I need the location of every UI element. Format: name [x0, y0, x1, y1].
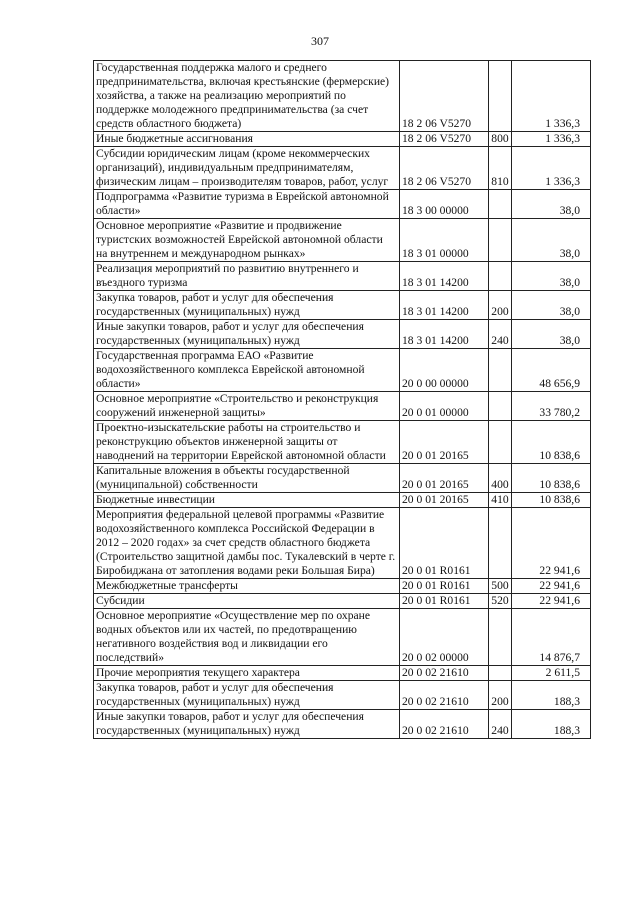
row-vr-cell: 200 — [489, 291, 512, 320]
row-code-cell: 20 0 02 21610 — [400, 681, 489, 710]
row-name-cell: Субсидии юридическим лицам (кроме некоммерческих организаций), индивидуальным предпринимателям, физическим лицам – производителям товаров, работ, услуг — [94, 147, 400, 190]
row-sum-cell: 33 780,2 — [512, 392, 591, 421]
row-sum-cell: 1 336,3 — [512, 132, 591, 147]
table-row — [94, 579, 591, 594]
row-vr-cell: 810 — [489, 147, 512, 190]
row-name-cell: Подпрограмма «Развитие туризма в Еврейской автономной области» — [94, 190, 400, 219]
row-vr-cell — [489, 508, 512, 579]
row-name-cell: Иные закупки товаров, работ и услуг для обеспечения государственных (муниципальных) нужд — [94, 320, 400, 349]
row-vr-cell: 240 — [489, 710, 512, 739]
row-code-cell: 20 0 01 R0161 — [400, 594, 489, 609]
table-row — [94, 219, 591, 262]
row-name-cell: Государственная программа ЕАО «Развитие водохозяйственного комплекса Еврейской автономной области» — [94, 349, 400, 392]
row-sum-cell: 22 941,6 — [512, 508, 591, 579]
row-name-cell: Закупка товаров, работ и услуг для обеспечения государственных (муниципальных) нужд — [94, 681, 400, 710]
table-row — [94, 392, 591, 421]
row-sum-cell: 1 336,3 — [512, 147, 591, 190]
table-row — [94, 464, 591, 493]
row-code-cell: 20 0 02 00000 — [400, 609, 489, 666]
row-sum-cell: 188,3 — [512, 681, 591, 710]
row-name-cell: Основное мероприятие «Развитие и продвижение туристских возможностей Еврейской автономной области на внутреннем и международном рынках» — [94, 219, 400, 262]
row-sum-cell: 38,0 — [512, 291, 591, 320]
row-code-cell: 20 0 00 00000 — [400, 349, 489, 392]
table-row — [94, 594, 591, 609]
row-sum-cell: 38,0 — [512, 262, 591, 291]
table-row — [94, 190, 591, 219]
row-name-cell: Иные бюджетные ассигнования — [94, 132, 400, 147]
row-code-cell: 18 2 06 V5270 — [400, 132, 489, 147]
row-name-cell: Прочие мероприятия текущего характера — [94, 666, 400, 681]
row-code-cell: 20 0 01 R0161 — [400, 579, 489, 594]
table-row — [94, 666, 591, 681]
table-row — [94, 147, 591, 190]
row-code-cell: 18 2 06 V5270 — [400, 147, 489, 190]
row-name-cell: Бюджетные инвестиции — [94, 493, 400, 508]
table-row — [94, 508, 591, 579]
row-code-cell: 20 0 02 21610 — [400, 710, 489, 739]
row-sum-cell: 10 838,6 — [512, 421, 591, 464]
row-sum-cell: 22 941,6 — [512, 594, 591, 609]
table-row — [94, 291, 591, 320]
row-vr-cell — [489, 262, 512, 291]
row-name-cell: Закупка товаров, работ и услуг для обеспечения государственных (муниципальных) нужд — [94, 291, 400, 320]
row-name-cell: Иные закупки товаров, работ и услуг для обеспечения государственных (муниципальных) нужд — [94, 710, 400, 739]
row-sum-cell: 1 336,3 — [512, 61, 591, 132]
row-sum-cell: 38,0 — [512, 219, 591, 262]
table-row — [94, 320, 591, 349]
row-vr-cell — [489, 666, 512, 681]
budget-table-body — [94, 61, 591, 739]
row-vr-cell — [489, 349, 512, 392]
row-sum-cell: 48 656,9 — [512, 349, 591, 392]
row-code-cell: 20 0 01 R0161 — [400, 508, 489, 579]
table-row — [94, 262, 591, 291]
row-name-cell: Государственная поддержка малого и среднего предпринимательства, включая крестьянские (фермерские) хозяйства, а также на реализацию мероприятий по поддержке молодежного предпринимательства (за счет средств областного бюджета) — [94, 61, 400, 132]
row-code-cell: 18 3 01 00000 — [400, 219, 489, 262]
row-name-cell: Реализация мероприятий по развитию внутреннего и въездного туризма — [94, 262, 400, 291]
row-vr-cell: 520 — [489, 594, 512, 609]
row-vr-cell: 200 — [489, 681, 512, 710]
table-row — [94, 681, 591, 710]
row-code-cell: 18 3 01 14200 — [400, 320, 489, 349]
row-name-cell: Межбюджетные трансферты — [94, 579, 400, 594]
table-row — [94, 609, 591, 666]
row-code-cell: 18 3 00 00000 — [400, 190, 489, 219]
row-name-cell: Проектно-изыскательские работы на строительство и реконструкцию объектов инженерной защиты от наводнений на территории Еврейской автономной области — [94, 421, 400, 464]
row-code-cell: 18 3 01 14200 — [400, 291, 489, 320]
row-code-cell: 20 0 02 21610 — [400, 666, 489, 681]
row-sum-cell: 10 838,6 — [512, 493, 591, 508]
row-code-cell: 18 2 06 V5270 — [400, 61, 489, 132]
row-sum-cell: 38,0 — [512, 320, 591, 349]
budget-table — [93, 60, 591, 739]
row-name-cell: Основное мероприятие «Строительство и реконструкция сооружений инженерной защиты» — [94, 392, 400, 421]
row-vr-cell — [489, 219, 512, 262]
row-code-cell: 20 0 01 00000 — [400, 392, 489, 421]
row-sum-cell: 10 838,6 — [512, 464, 591, 493]
table-row — [94, 132, 591, 147]
row-vr-cell — [489, 392, 512, 421]
row-sum-cell: 38,0 — [512, 190, 591, 219]
table-row — [94, 421, 591, 464]
row-vr-cell — [489, 61, 512, 132]
row-vr-cell — [489, 421, 512, 464]
row-vr-cell: 800 — [489, 132, 512, 147]
table-row — [94, 349, 591, 392]
row-name-cell: Капитальные вложения в объекты государственной (муниципальной) собственности — [94, 464, 400, 493]
row-vr-cell: 500 — [489, 579, 512, 594]
table-row — [94, 710, 591, 739]
row-code-cell: 18 3 01 14200 — [400, 262, 489, 291]
row-sum-cell: 22 941,6 — [512, 579, 591, 594]
row-vr-cell: 400 — [489, 464, 512, 493]
row-sum-cell: 188,3 — [512, 710, 591, 739]
table-row — [94, 493, 591, 508]
row-vr-cell: 240 — [489, 320, 512, 349]
row-name-cell: Основное мероприятие «Осуществление мер по охране водных объектов или их частей, по предотвращению негативного воздействия вод и ликвидации его последствий» — [94, 609, 400, 666]
page-number: 307 — [311, 34, 329, 48]
row-name-cell: Субсидии — [94, 594, 400, 609]
row-vr-cell: 410 — [489, 493, 512, 508]
table-row — [94, 61, 591, 132]
row-sum-cell: 2 611,5 — [512, 666, 591, 681]
row-code-cell: 20 0 01 20165 — [400, 464, 489, 493]
row-vr-cell — [489, 190, 512, 219]
row-vr-cell — [489, 609, 512, 666]
row-name-cell: Мероприятия федеральной целевой программы «Развитие водохозяйственного комплекса Российской Федерации в 2012 – 2020 годах» за счет средств областного бюджета (Строительство защитной дамбы пос. Тукалевский в черте г. Биробиджана от затопления водами реки Большая Бира) — [94, 508, 400, 579]
row-code-cell: 20 0 01 20165 — [400, 493, 489, 508]
row-sum-cell: 14 876,7 — [512, 609, 591, 666]
row-code-cell: 20 0 01 20165 — [400, 421, 489, 464]
